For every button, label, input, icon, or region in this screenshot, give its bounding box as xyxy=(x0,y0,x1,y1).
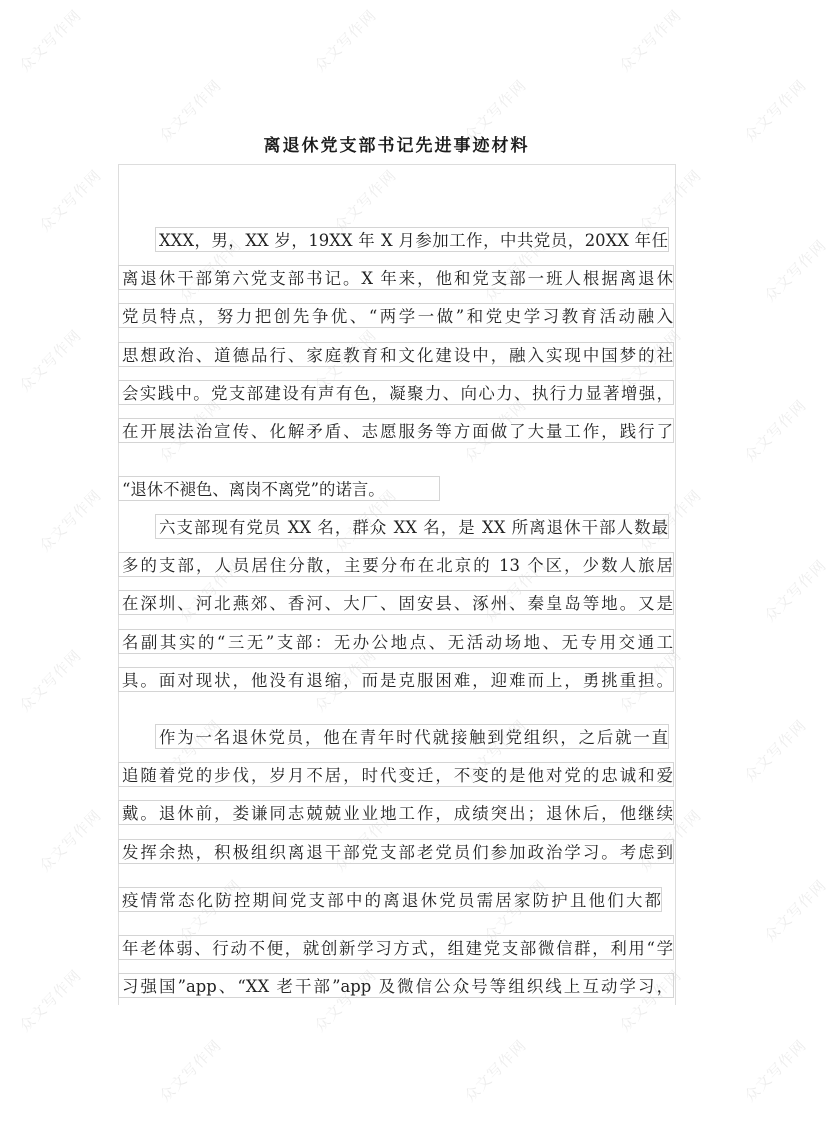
watermark-text: 众文写作网 xyxy=(310,6,381,76)
body-text-line: 疫情常态化防控期间党支部中的离退休党员需居家防护且他们大都 xyxy=(118,887,662,912)
document-title: 离退休党支部书记先进事迹材料 xyxy=(263,136,530,156)
body-text-line: 党员特点，努力把创先争优、“两学一做”和党史学习教育活动融入 xyxy=(118,303,674,328)
body-text-line: 在深圳、河北燕郊、香河、大厂、固安县、涿州、秦皇岛等地。又是 xyxy=(118,590,674,615)
watermark-text: 众文写作网 xyxy=(740,76,811,146)
watermark-text: 众文写作网 xyxy=(460,716,531,786)
watermark-text: 众文写作网 xyxy=(740,396,811,466)
body-text-line: 多的支部，人员居住分散，主要分布在北京的 13 个区，少数人旅居 xyxy=(118,552,674,577)
body-text-line: 戴。退休前，娄谦同志兢兢业业地工作，成绩突出；退休后，他继续 xyxy=(118,800,674,825)
watermark-text: 众文写作网 xyxy=(635,806,706,876)
body-text-line: 思想政治、道德品行、家庭教育和文化建设中，融入实现中国梦的社 xyxy=(118,342,674,367)
watermark-text: 众文写作网 xyxy=(35,166,106,236)
watermark-text: 众文写作网 xyxy=(155,716,226,786)
watermark-text: 众文写作网 xyxy=(155,76,226,146)
watermark-text: 众文写作网 xyxy=(15,646,86,716)
body-text-line: 在开展法治宣传、化解矛盾、志愿服务等方面做了大量工作，践行了 xyxy=(118,418,674,443)
watermark-text: 众文写作网 xyxy=(330,166,401,236)
body-text-line: 作为一名退休党员，他在青年时代就接触到党组织，之后就一直 xyxy=(155,724,669,749)
watermark-text: 众文写作网 xyxy=(635,486,706,556)
watermark-text: 众文写作网 xyxy=(460,76,531,146)
body-text-line: 具。面对现状，他没有退缩，而是克服困难，迎难而上，勇挑重担。 xyxy=(118,667,674,692)
watermark-text: 众文写作网 xyxy=(15,6,86,76)
watermark-text: 众文写作网 xyxy=(310,646,381,716)
body-text-line: 追随着党的步伐，岁月不居，时代变迁，不变的是他对党的忠诚和爱 xyxy=(118,762,674,787)
watermark-text: 众文写作网 xyxy=(740,716,811,786)
watermark-text: 众文写作网 xyxy=(310,966,381,1036)
watermark-text: 众文写作网 xyxy=(155,1036,226,1106)
body-text-line: “退休不褪色、离岗不离党”的诺言。 xyxy=(118,476,440,501)
body-text-line: XXX，男，XX 岁，19XX 年 X 月参加工作，中共党员，20XX 年任 xyxy=(155,227,669,252)
watermark-text: 众文写作网 xyxy=(740,1036,811,1106)
watermark-text: 众文写作网 xyxy=(330,806,401,876)
watermark-text: 众文写作网 xyxy=(330,486,401,556)
watermark-text: 众文写作网 xyxy=(615,646,686,716)
watermark-text: 众文写作网 xyxy=(480,876,551,946)
watermark-text: 众文写作网 xyxy=(35,806,106,876)
watermark-text: 众文写作网 xyxy=(480,556,551,626)
watermark-text: 众文写作网 xyxy=(460,1036,531,1106)
body-text-line: 习强国”app、“XX 老干部”app 及微信公众号等组织线上互动学习， xyxy=(118,973,674,998)
watermark-text: 众文写作网 xyxy=(480,236,551,306)
body-text-line: 离退休干部第六党支部书记。X 年来，他和党支部一班人根据离退休 xyxy=(118,265,674,290)
body-text-line: 发挥余热，积极组织离退干部党支部老党员们参加政治学习。考虑到 xyxy=(118,839,674,864)
watermark-text: 众文写作网 xyxy=(635,166,706,236)
watermark-text: 众文写作网 xyxy=(15,326,86,396)
body-text-line: 年老体弱、行动不便，就创新学习方式，组建党支部微信群，利用“学 xyxy=(118,935,674,960)
watermark-text: 众文写作网 xyxy=(175,236,246,306)
body-text-line: 名副其实的“三无”支部：无办公地点、无活动场地、无专用交通工 xyxy=(118,629,674,654)
body-text-line: 会实践中。党支部建设有声有色，凝聚力、向心力、执行力显著增强， xyxy=(118,380,674,405)
watermark-text: 众文写作网 xyxy=(615,966,686,1036)
watermark-text: 众文写作网 xyxy=(35,486,106,556)
body-text-line: 六支部现有党员 XX 名，群众 XX 名，是 XX 所离退休干部人数最 xyxy=(155,514,669,539)
watermark-text: 众文写作网 xyxy=(760,556,831,626)
watermark-text: 众文写作网 xyxy=(615,326,686,396)
watermark-text: 众文写作网 xyxy=(175,556,246,626)
watermark-text: 众文写作网 xyxy=(175,876,246,946)
watermark-text: 众文写作网 xyxy=(760,876,831,946)
watermark-text: 众文写作网 xyxy=(310,326,381,396)
watermark-text: 众文写作网 xyxy=(615,6,686,76)
watermark-text: 众文写作网 xyxy=(15,966,86,1036)
watermark-text: 众文写作网 xyxy=(460,396,531,466)
watermark-text: 众文写作网 xyxy=(155,396,226,466)
watermark-text: 众文写作网 xyxy=(760,236,831,306)
